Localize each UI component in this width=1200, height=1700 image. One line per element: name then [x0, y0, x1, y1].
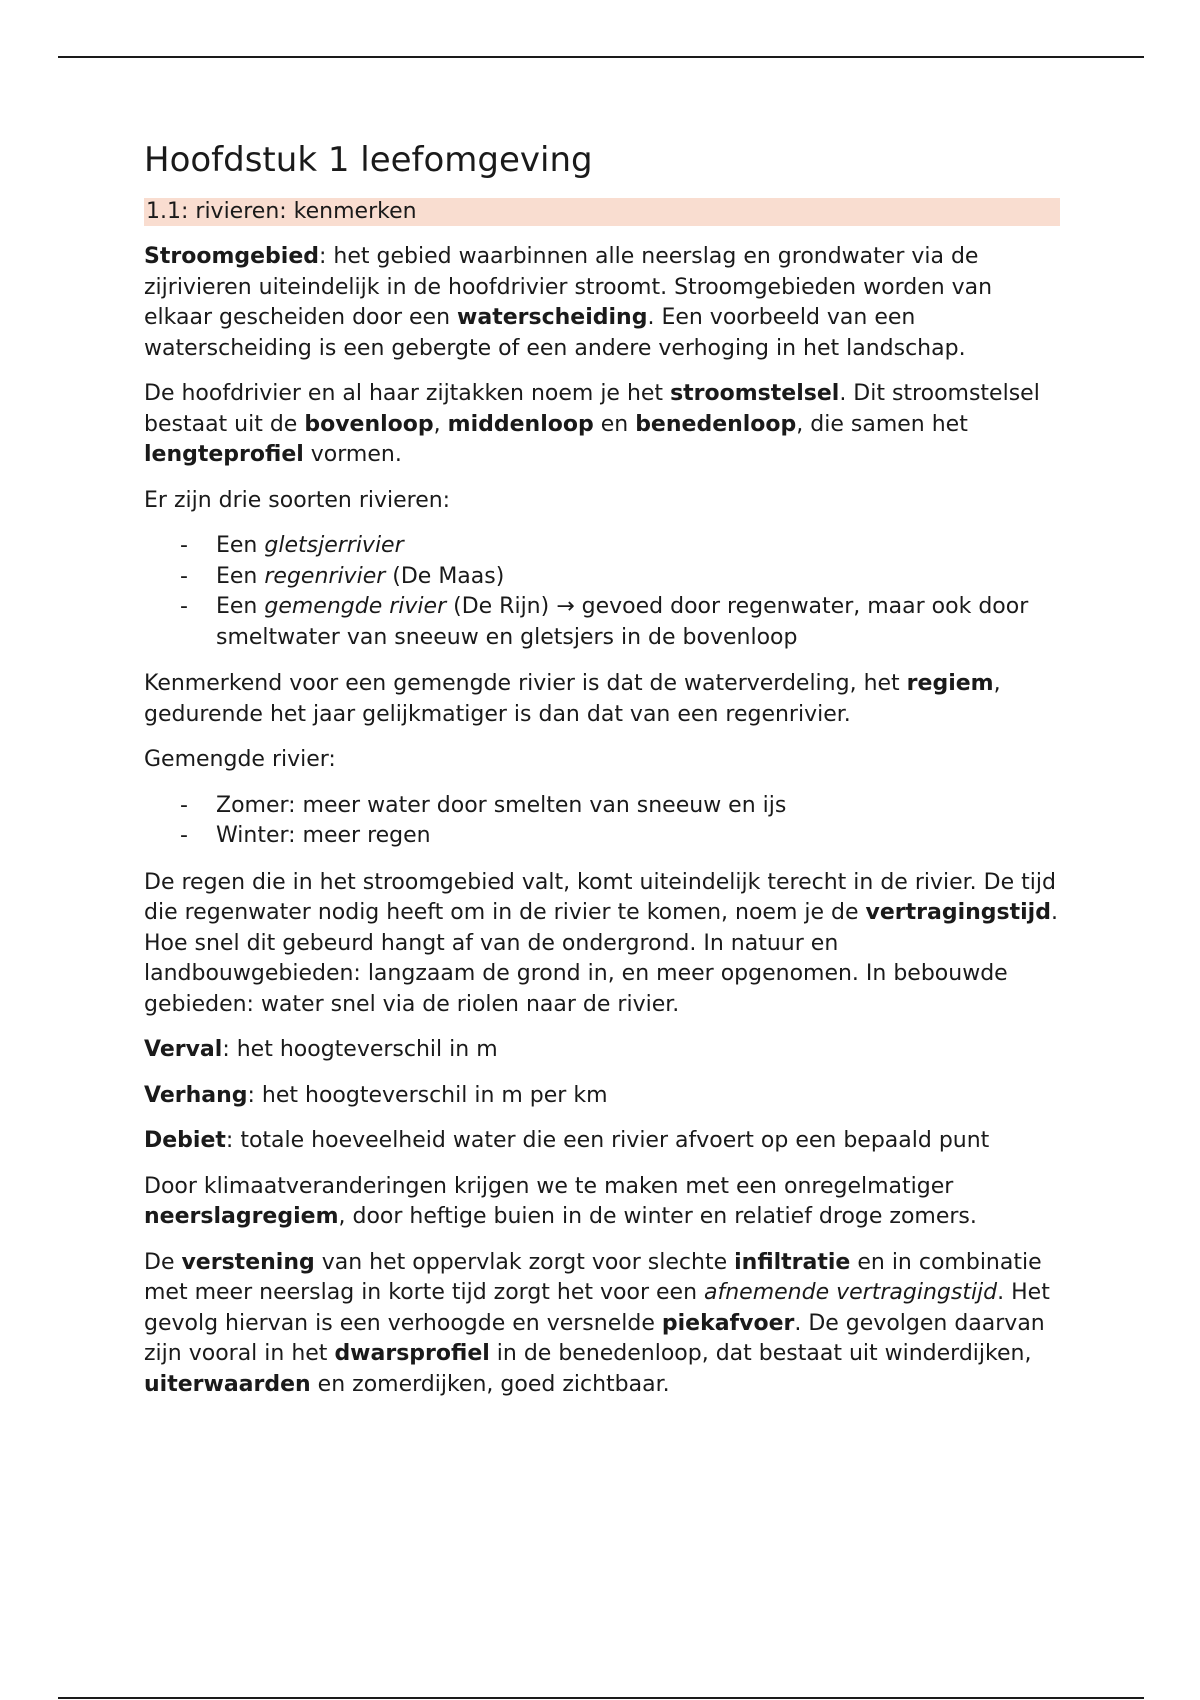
- term-bovenloop: bovenloop: [304, 411, 434, 437]
- paragraph-vertragingstijd: De regen die in het stroomgebied valt, komt uiteindelijk terecht in de rivier. De tijd die regenwater nodig heeft om in de rivier te komen, noem je de vertragingstijd. Hoe snel dit gebeurd hangt af van de ondergrond. In natuur en landbouwgebieden: langzaam de grond in, en meer opgenomen. In bebouwde gebieden: water snel via de riolen naar de rivier.: [144, 869, 1058, 1017]
- section-heading: 1.1: rivieren: kenmerken: [144, 198, 1060, 226]
- paragraph-soorten-rivieren: Er zijn drie soorten rivieren:: [144, 487, 451, 513]
- term-middenloop: middenloop: [447, 411, 594, 437]
- list-item: - Zomer: meer water door smelten van sneeuw en ijs: [180, 792, 787, 818]
- term-infiltratie: infiltratie: [734, 1249, 851, 1275]
- page-title: Hoofdstuk 1 leefomgeving: [144, 140, 593, 180]
- paragraph-regiem: Kenmerkend voor een gemengde rivier is dat de waterverdeling, het regiem, gedurende het jaar gelijkmatiger is dan dat van een regenrivier.: [144, 671, 1001, 727]
- paragraph-verstening: De verstening van het oppervlak zorgt voor slechte infiltratie en in combinatie met meer neerslag in korte tijd zorgt het voor een afnemende vertragingstijd. Het gevolg hiervan is een verhoogde en versnelde piekafvoer. De gevolgen daarvan zijn vooral in het dwarsprofiel in de benedenloop, dat bestaat uit winderdijken, uiterwaarden en zomerdijken, goed zichtbaar.: [144, 1249, 1050, 1397]
- term-vertragingstijd: vertragingstijd: [865, 900, 1051, 925]
- footer-rule: [58, 1697, 1144, 1699]
- term-neerslagregiem: neerslagregiem: [144, 1204, 339, 1229]
- list-item: - Een gletsjerrivier: [180, 533, 404, 558]
- paragraph-stroomgebied: Stroomgebied: het gebied waarbinnen alle neerslag en grondwater via de zijrivieren uiteindelijk in de hoofdrivier stroomt. Stroomgebieden worden van elkaar gescheiden door een waterscheiding. Een voorbeeld van een waterscheiding is een gebergte of een andere verhoging in het landschap.: [144, 244, 993, 361]
- paragraph-neerslagregiem: Door klimaatveranderingen krijgen we te maken met een onregelmatiger neerslagregiem, door heftige buien in de winter en relatief droge zomers.: [144, 1173, 977, 1229]
- term-verstening: verstening: [181, 1249, 315, 1275]
- term-piekafvoer: piekafvoer: [661, 1310, 795, 1336]
- paragraph-verhang: Verhang: het hoogteverschil in m per km: [144, 1082, 608, 1108]
- term-afnemende-vertragingstijd: afnemende vertragingstijd: [704, 1280, 998, 1305]
- list-item: - Een regenrivier (De Maas): [180, 563, 505, 589]
- term-regiem: regiem: [906, 671, 994, 696]
- list-item: - Winter: meer regen: [180, 823, 431, 848]
- list-river-types: [144, 531, 1060, 653]
- term-debiet: Debiet: [144, 1128, 226, 1153]
- term-stroomstelsel: stroomstelsel: [670, 381, 840, 406]
- term-waterscheiding: waterscheiding: [457, 305, 648, 330]
- term-lengteprofiel: lengteprofiel: [144, 442, 304, 467]
- term-stroomgebied: Stroomgebied: [144, 244, 319, 269]
- header-rule: [58, 56, 1144, 58]
- paragraph-debiet: Debiet: totale hoeveelheid water die een rivier afvoert op een bepaald punt: [144, 1128, 990, 1153]
- paragraph-verval: Verval: het hoogteverschil in m: [144, 1037, 498, 1062]
- list-seasons: [144, 791, 1060, 852]
- term-verval: Verval: [144, 1037, 223, 1062]
- document-body: [144, 138, 1060, 1415]
- paragraph-stroomstelsel: De hoofdrivier en al haar zijtakken noem je het stroomstelsel. Dit stroomstelsel bestaat uit de bovenloop, middenloop en benedenloop, die samen het lengteprofiel vormen.: [144, 381, 1040, 467]
- term-uiterwaarden: uiterwaarden: [144, 1371, 311, 1397]
- term-verhang: Verhang: [144, 1082, 248, 1108]
- term-benedenloop: benedenloop: [635, 411, 797, 437]
- list-item: - Een gemengde rivier (De Rijn) → gevoed door regenwater, maar ook door smeltwater van sneeuw en gletsjers in de bovenloop: [180, 594, 1029, 650]
- paragraph-gemengde-rivier: Gemengde rivier:: [144, 747, 336, 772]
- term-dwarsprofiel: dwarsprofiel: [334, 1341, 490, 1366]
